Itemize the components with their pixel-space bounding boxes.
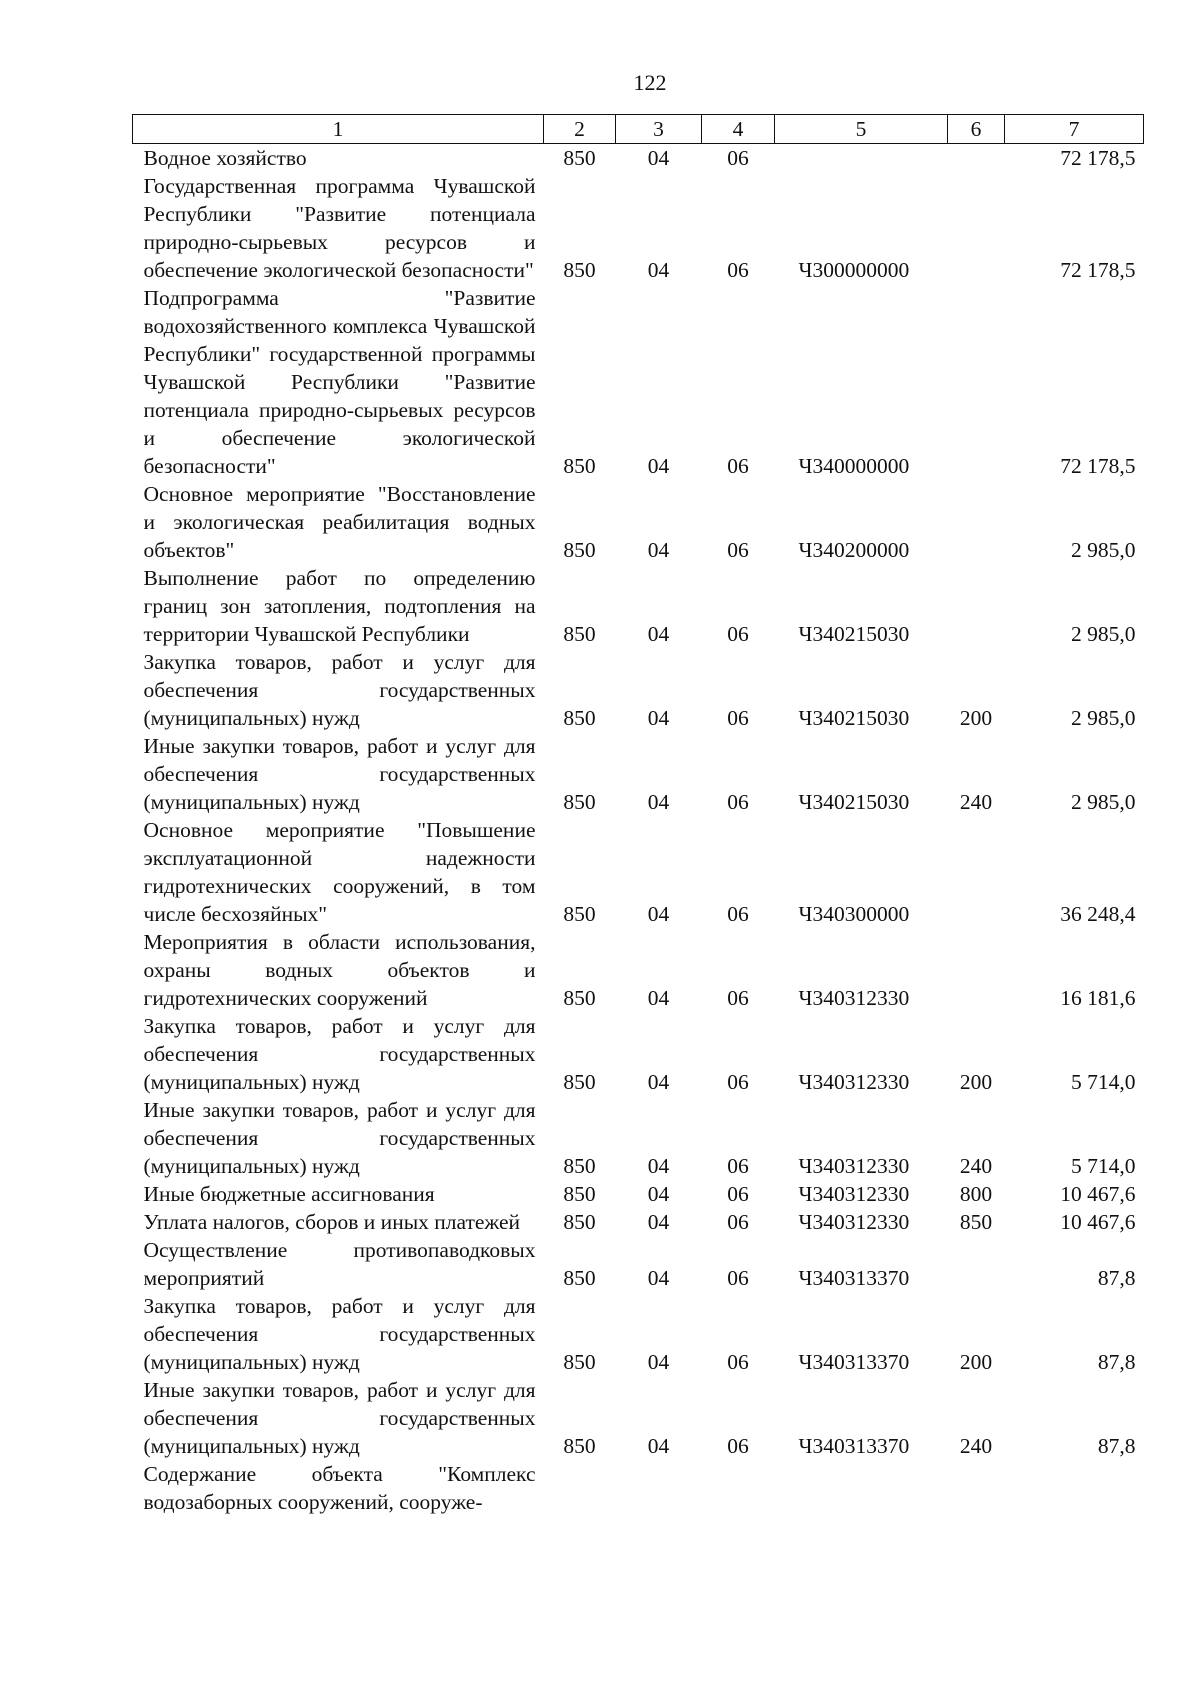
row-expense-type: 240 [959,1154,993,1178]
table-row [133,1236,1144,1292]
table-row [133,1208,1144,1236]
row-amount: 72 178,5 [1060,146,1136,170]
page-number: 122 [633,70,667,95]
row-expense-type: 200 [959,706,993,730]
row-amount: 87,8 [1097,1266,1136,1290]
table-row [133,1292,1144,1376]
table-row [133,1012,1144,1096]
row-section: 04 [647,1350,670,1374]
row-target-item [775,144,948,173]
row-section: 04 [647,538,670,562]
row-expense-type [948,284,1005,480]
row-expense-type: 850 [959,1210,993,1234]
row-amount [1005,1460,1144,1516]
row-section: 04 [647,986,670,1010]
row-expense-type [948,928,1005,1012]
header-col-7: 7 [1005,115,1144,144]
row-target-item [775,1460,948,1516]
row-expense-type: 800 [959,1182,993,1206]
row-subsection: 06 [727,986,749,1010]
row-admin-code: 850 [563,706,596,730]
row-amount: 72 178,5 [1060,454,1136,478]
header-col-1: 1 [133,115,544,144]
table-row [133,1096,1144,1180]
table-row [133,648,1144,732]
row-name: Основное мероприятие "Восстановление и экологическая реабилитация водных объектов" [143,482,536,562]
row-name: Иные закупки товаров, работ и услуг для обеспечения государственных (муниципальных) нужд [143,1378,536,1458]
table-row [133,564,1144,648]
row-expense-type [948,816,1005,928]
row-name: Закупка товаров, работ и услуг для обеспечения государственных (муниципальных) нужд [143,1014,536,1094]
table-row [133,816,1144,928]
row-section: 04 [647,902,670,926]
row-target-item: Ч340312330 [798,1154,910,1178]
row-target-item: Ч340312330 [798,1210,910,1234]
row-expense-type: 200 [959,1070,993,1094]
row-target-item: Ч340313370 [798,1266,910,1290]
row-target-item: Ч340000000 [798,454,910,478]
row-subsection [702,1460,775,1516]
row-subsection: 06 [727,146,749,170]
header-row [133,115,1144,144]
row-section: 04 [647,1210,670,1234]
row-target-item: Ч340300000 [798,902,910,926]
row-admin-code: 850 [563,146,596,170]
table-row [133,172,1144,284]
row-name: Водное хозяйство [143,146,307,170]
row-name: Закупка товаров, работ и услуг для обеспечения государственных (муниципальных) нужд [143,1294,536,1374]
table-row [133,480,1144,564]
row-expense-type: 240 [959,790,993,814]
row-amount: 2 985,0 [1071,622,1136,646]
row-section: 04 [647,1070,670,1094]
row-name: Мероприятия в области использования, охраны водных объектов и гидротехнических сооружений [143,930,536,1010]
table-body [133,144,1144,1517]
row-target-item: Ч340215030 [798,790,910,814]
row-admin-code [544,1460,616,1516]
row-subsection: 06 [727,1434,749,1458]
header-col-5: 5 [775,115,948,144]
row-subsection: 06 [727,622,749,646]
row-name: Закупка товаров, работ и услуг для обеспечения государственных (муниципальных) нужд [143,650,536,730]
header-col-6: 6 [948,115,1005,144]
row-amount: 72 178,5 [1060,258,1136,282]
row-subsection: 06 [727,706,749,730]
row-admin-code: 850 [563,1434,596,1458]
table-row [133,1460,1144,1516]
row-amount: 10 467,6 [1060,1210,1136,1234]
row-amount: 10 467,6 [1060,1182,1136,1206]
row-target-item: Ч340313370 [798,1350,910,1374]
row-subsection: 06 [727,1266,749,1290]
row-section: 04 [647,258,670,282]
budget-table [132,114,1144,1516]
row-expense-type [948,1236,1005,1292]
table-row [133,144,1144,173]
row-expense-type [948,172,1005,284]
row-target-item: Ч340215030 [798,706,910,730]
row-expense-type [948,1460,1005,1516]
row-target-item: Ч340312330 [798,986,910,1010]
row-name: Выполнение работ по определению границ зон затопления, подтопления на территории Чувашской Республики [143,566,536,646]
row-target-item: Ч340312330 [798,1070,910,1094]
row-admin-code: 850 [563,1350,596,1374]
header-col-4: 4 [702,115,775,144]
row-admin-code: 850 [563,538,596,562]
row-admin-code: 850 [563,1210,596,1234]
row-name: Содержание объекта "Комплекс водозаборных сооружений, сооруже- [143,1462,536,1514]
row-amount: 87,8 [1097,1350,1136,1374]
row-amount: 87,8 [1097,1434,1136,1458]
row-section: 04 [647,1182,670,1206]
row-subsection: 06 [727,1350,749,1374]
row-name: Основное мероприятие "Повышение эксплуатационной надежности гидротехнических сооружений, в том числе бесхозяйных" [143,818,536,926]
row-amount: 5 714,0 [1071,1154,1136,1178]
row-admin-code: 850 [563,790,596,814]
row-amount: 2 985,0 [1071,706,1136,730]
row-amount: 36 248,4 [1060,902,1136,926]
row-expense-type: 200 [959,1350,993,1374]
table-row [133,284,1144,480]
row-target-item: Ч340200000 [798,538,910,562]
row-subsection: 06 [727,902,749,926]
row-section: 04 [647,706,670,730]
row-subsection: 06 [727,258,749,282]
row-section: 04 [647,146,670,170]
row-name: Осуществление противопаводковых мероприятий [143,1238,536,1290]
table-row [133,928,1144,1012]
row-section: 04 [647,1266,670,1290]
row-section [616,1460,702,1516]
row-target-item: Ч340313370 [798,1434,910,1458]
header-col-2: 2 [544,115,616,144]
table-row [133,1180,1144,1208]
row-amount: 16 181,6 [1060,986,1136,1010]
row-section: 04 [647,790,670,814]
row-section: 04 [647,1434,670,1458]
row-admin-code: 850 [563,1266,596,1290]
row-section: 04 [647,454,670,478]
row-subsection: 06 [727,454,749,478]
row-admin-code: 850 [563,1154,596,1178]
row-admin-code: 850 [563,454,596,478]
row-subsection: 06 [727,1070,749,1094]
table-header [133,115,1144,144]
row-subsection: 06 [727,790,749,814]
row-name: Иные бюджетные ассигнования [143,1182,435,1206]
table-row [133,732,1144,816]
row-subsection: 06 [727,1182,749,1206]
row-section: 04 [647,1154,670,1178]
row-target-item: Ч340215030 [798,622,910,646]
row-subsection: 06 [727,1154,749,1178]
row-admin-code: 850 [563,622,596,646]
table-row [133,1376,1144,1460]
row-amount: 2 985,0 [1071,538,1136,562]
row-name: Иные закупки товаров, работ и услуг для обеспечения государственных (муниципальных) нужд [143,734,536,814]
row-expense-type [948,564,1005,648]
row-section: 04 [647,622,670,646]
row-admin-code: 850 [563,902,596,926]
row-name: Иные закупки товаров, работ и услуг для обеспечения государственных (муниципальных) нужд [143,1098,536,1178]
row-admin-code: 850 [563,986,596,1010]
row-expense-type [948,144,1005,173]
row-admin-code: 850 [563,1182,596,1206]
row-amount: 2 985,0 [1071,790,1136,814]
row-name: Уплата налогов, сборов и иных платежей [143,1210,521,1234]
row-amount: 5 714,0 [1071,1070,1136,1094]
row-expense-type: 240 [959,1434,993,1458]
header-col-3: 3 [616,115,702,144]
row-expense-type [948,480,1005,564]
row-target-item: Ч340312330 [798,1182,910,1206]
row-name: Государственная программа Чувашской Республики "Развитие потенциала природно-сырьевых ресурсов и обеспечение экологической безопасности" [143,174,536,282]
row-subsection: 06 [727,1210,749,1234]
row-admin-code: 850 [563,1070,596,1094]
row-name: Подпрограмма "Развитие водохозяйственного комплекса Чувашской Республики" государственной программы Чувашской Республики "Развитие потенциала природно-сырьевых ресурсов и обеспечение экологической безопасности" [143,286,536,478]
row-target-item: Ч300000000 [798,258,910,282]
row-admin-code: 850 [563,258,596,282]
row-subsection: 06 [727,538,749,562]
